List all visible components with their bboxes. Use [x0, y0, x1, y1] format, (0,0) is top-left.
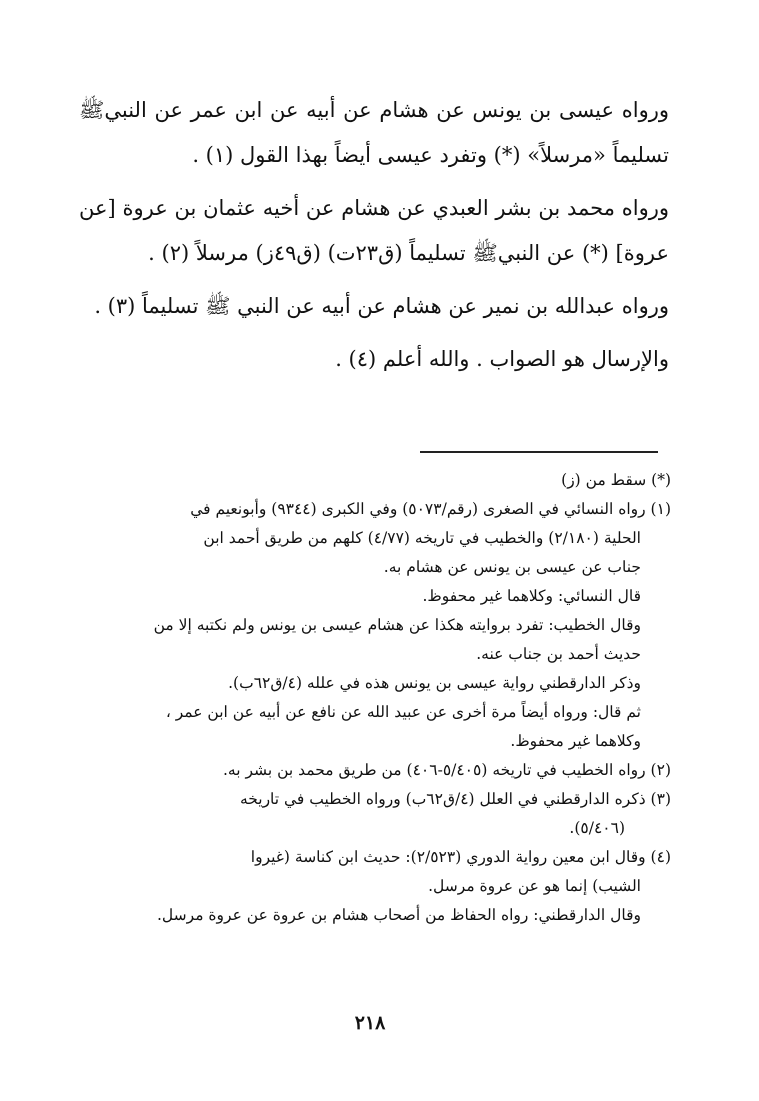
- footnote-line: جناب عن عيسى بن يونس عن هشام به.: [383, 558, 641, 576]
- footnote-line: (٣) ذكره الدارقطني في العلل (٤/ق٦٢ب) ورواه الخطيب في تاريخه: [239, 790, 671, 808]
- footnote-line: الشيب) إنما هو عن عروة مرسل.: [428, 877, 641, 895]
- footnote-line: وقال الدارقطني: رواه الحفاظ من أصحاب هشام بن عروة عن عروة مرسل.: [157, 906, 641, 924]
- main-text: [79, 88, 669, 390]
- footnotes: [81, 466, 671, 930]
- main-paragraph-4: والإرسال هو الصواب . والله أعلم (٤) .: [335, 347, 669, 371]
- footnote-line: الحلية (٢/١٨٠) والخطيب في تاريخه (٤/٧٧) كلهم من طريق أحمد ابن: [203, 529, 641, 547]
- page-number: ٢١٨: [354, 1012, 386, 1034]
- footnote-line: (*) سقط من (ز): [561, 471, 671, 489]
- footnote-line: (٥/٤٠٦).: [569, 819, 625, 837]
- main-paragraph-1: ورواه عيسى بن يونس عن هشام عن أبيه عن ابن عمر عن النبيﷺ تسليماً «مرسلاً» (*) وتفرد عيسى أيضاً بهذا القول (١) .: [79, 98, 669, 167]
- footnote-line: حديث أحمد بن جناب عنه.: [476, 645, 641, 663]
- main-paragraph-2: ورواه محمد بن بشر العبدي عن هشام عن أخيه عثمان بن عروة [عن عروة] (*) عن النبيﷺ تسليماً (ق٢٣ت) (ق٤٩ز) مرسلاً (٢) .: [79, 196, 669, 265]
- footnote-line: وكلاهما غير محفوظ.: [510, 732, 641, 750]
- footnote-line: ثم قال: ورواه أيضاً مرة أخرى عن عبيد الله عن نافع عن أبيه عن ابن عمر ،: [165, 703, 641, 721]
- footnote-line: (٤) وقال ابن معين رواية الدوري (٢/٥٢٣): حديث ابن كناسة (غيروا: [250, 848, 671, 866]
- footnote-line: (٢) رواه الخطيب في تاريخه (٥/٤٠٥-٤٠٦) من طريق محمد بن بشر به.: [222, 761, 671, 779]
- footnote-line: قال النسائي: وكلاهما غير محفوظ.: [422, 587, 641, 605]
- footnote-line: وقال الخطيب: تفرد بروايته هكذا عن هشام عيسى بن يونس ولم نكتبه إلا من: [153, 616, 641, 634]
- footnote-line: (١) رواه النسائي في الصغرى (رقم/٥٠٧٣) وفي الكبرى (٩٣٤٤) وأبونعيم في: [190, 500, 671, 518]
- footnote-separator: [420, 451, 658, 453]
- main-paragraph-3: ورواه عبدالله بن نمير عن هشام عن أبيه عن النبي ﷺ تسليماً (٣) .: [94, 294, 669, 318]
- footnote-line: وذكر الدارقطني رواية عيسى بن يونس هذه في علله (٤/ق٦٢ب).: [228, 674, 641, 692]
